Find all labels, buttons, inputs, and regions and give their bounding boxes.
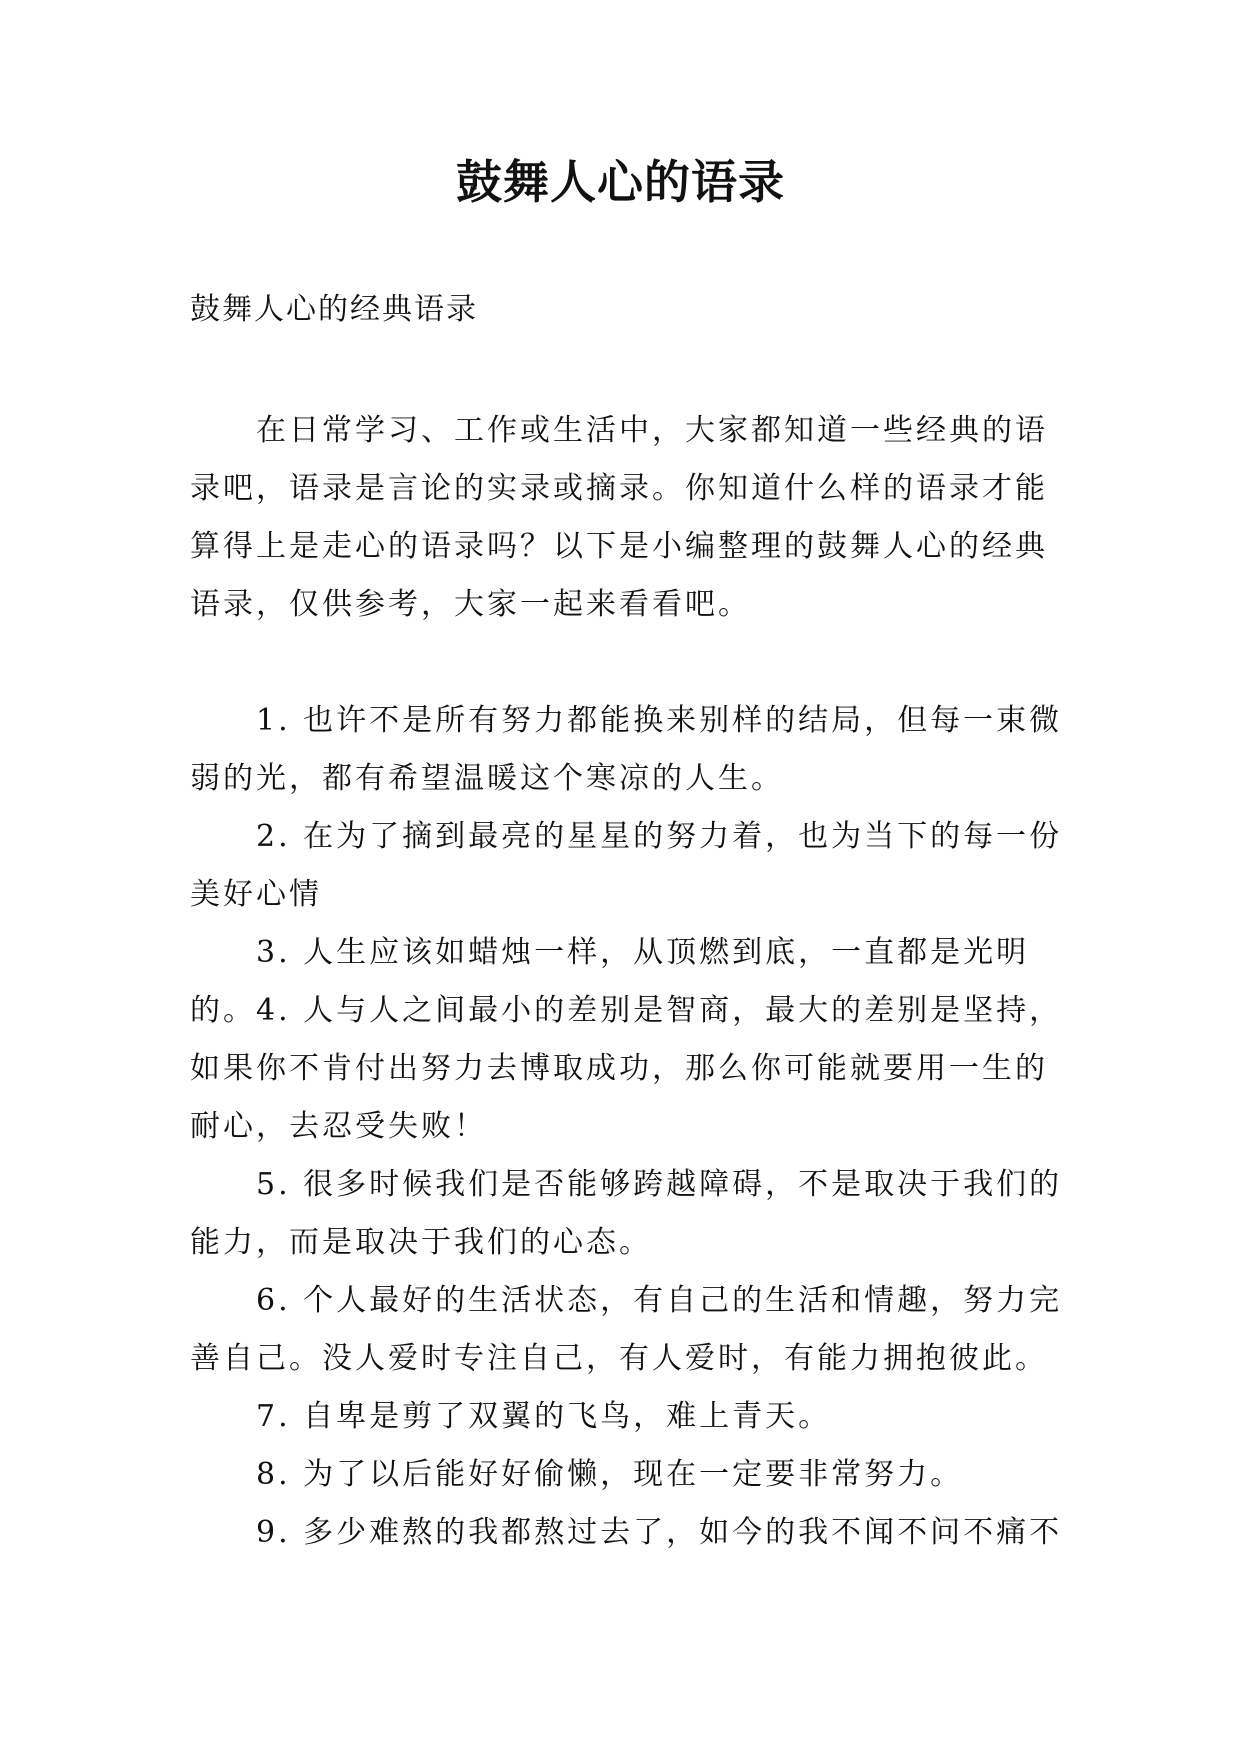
quote-item-1: 1. 也许不是所有努力都能换来别样的结局，但每一束微弱的光，都有希望温暖这个寒凉的人生。 xyxy=(190,703,1063,796)
quote-item-3: 3. 人生应该如蜡烛一样，从顶燃到底，一直都是光明的。 xyxy=(190,935,1030,1028)
quote-item-5: 5. 很多时候我们是否能够跨越障碍，不是取决于我们的能力，而是取决于我们的心态。 xyxy=(190,1167,1063,1260)
quote-item-8: 8. 为了以后能好好偷懒，现在一定要非常努力。 xyxy=(256,1457,964,1492)
document-subtitle: 鼓舞人心的经典语录 xyxy=(190,292,478,327)
quote-item-4: 4. 人与人之间最小的差别是智商，最大的差别是坚持，如果你不肯付出努力去博取成功，那么你可能就要用一生的耐心，去忍受失败！ xyxy=(190,993,1063,1144)
intro-paragraph: 在日常学习、工作或生活中，大家都知道一些经典的语录吧，语录是言论的实录或摘录。你知道什么样的语录才能算得上是走心的语录吗？以下是小编整理的鼓舞人心的经典语录，仅供参考，大家一起来看看吧。 xyxy=(190,413,1048,622)
quote-item-2: 2. 在为了摘到最亮的星星的努力着，也为当下的每一份美好心情 xyxy=(190,819,1063,912)
quote-item-6: 6. 个人最好的生活状态，有自己的生活和情趣，努力完善自己。没人爱时专注自己，有人爱时，有能力拥抱彼此。 xyxy=(190,1283,1063,1376)
quote-item-7: 7. 自卑是剪了双翼的飞鸟，难上青天。 xyxy=(256,1399,832,1434)
document-title: 鼓舞人心的语录 xyxy=(456,155,785,209)
quote-item-9: 9. 多少难熬的我都熬过去了，如今的我不闻不问不痛不 xyxy=(256,1515,1063,1550)
